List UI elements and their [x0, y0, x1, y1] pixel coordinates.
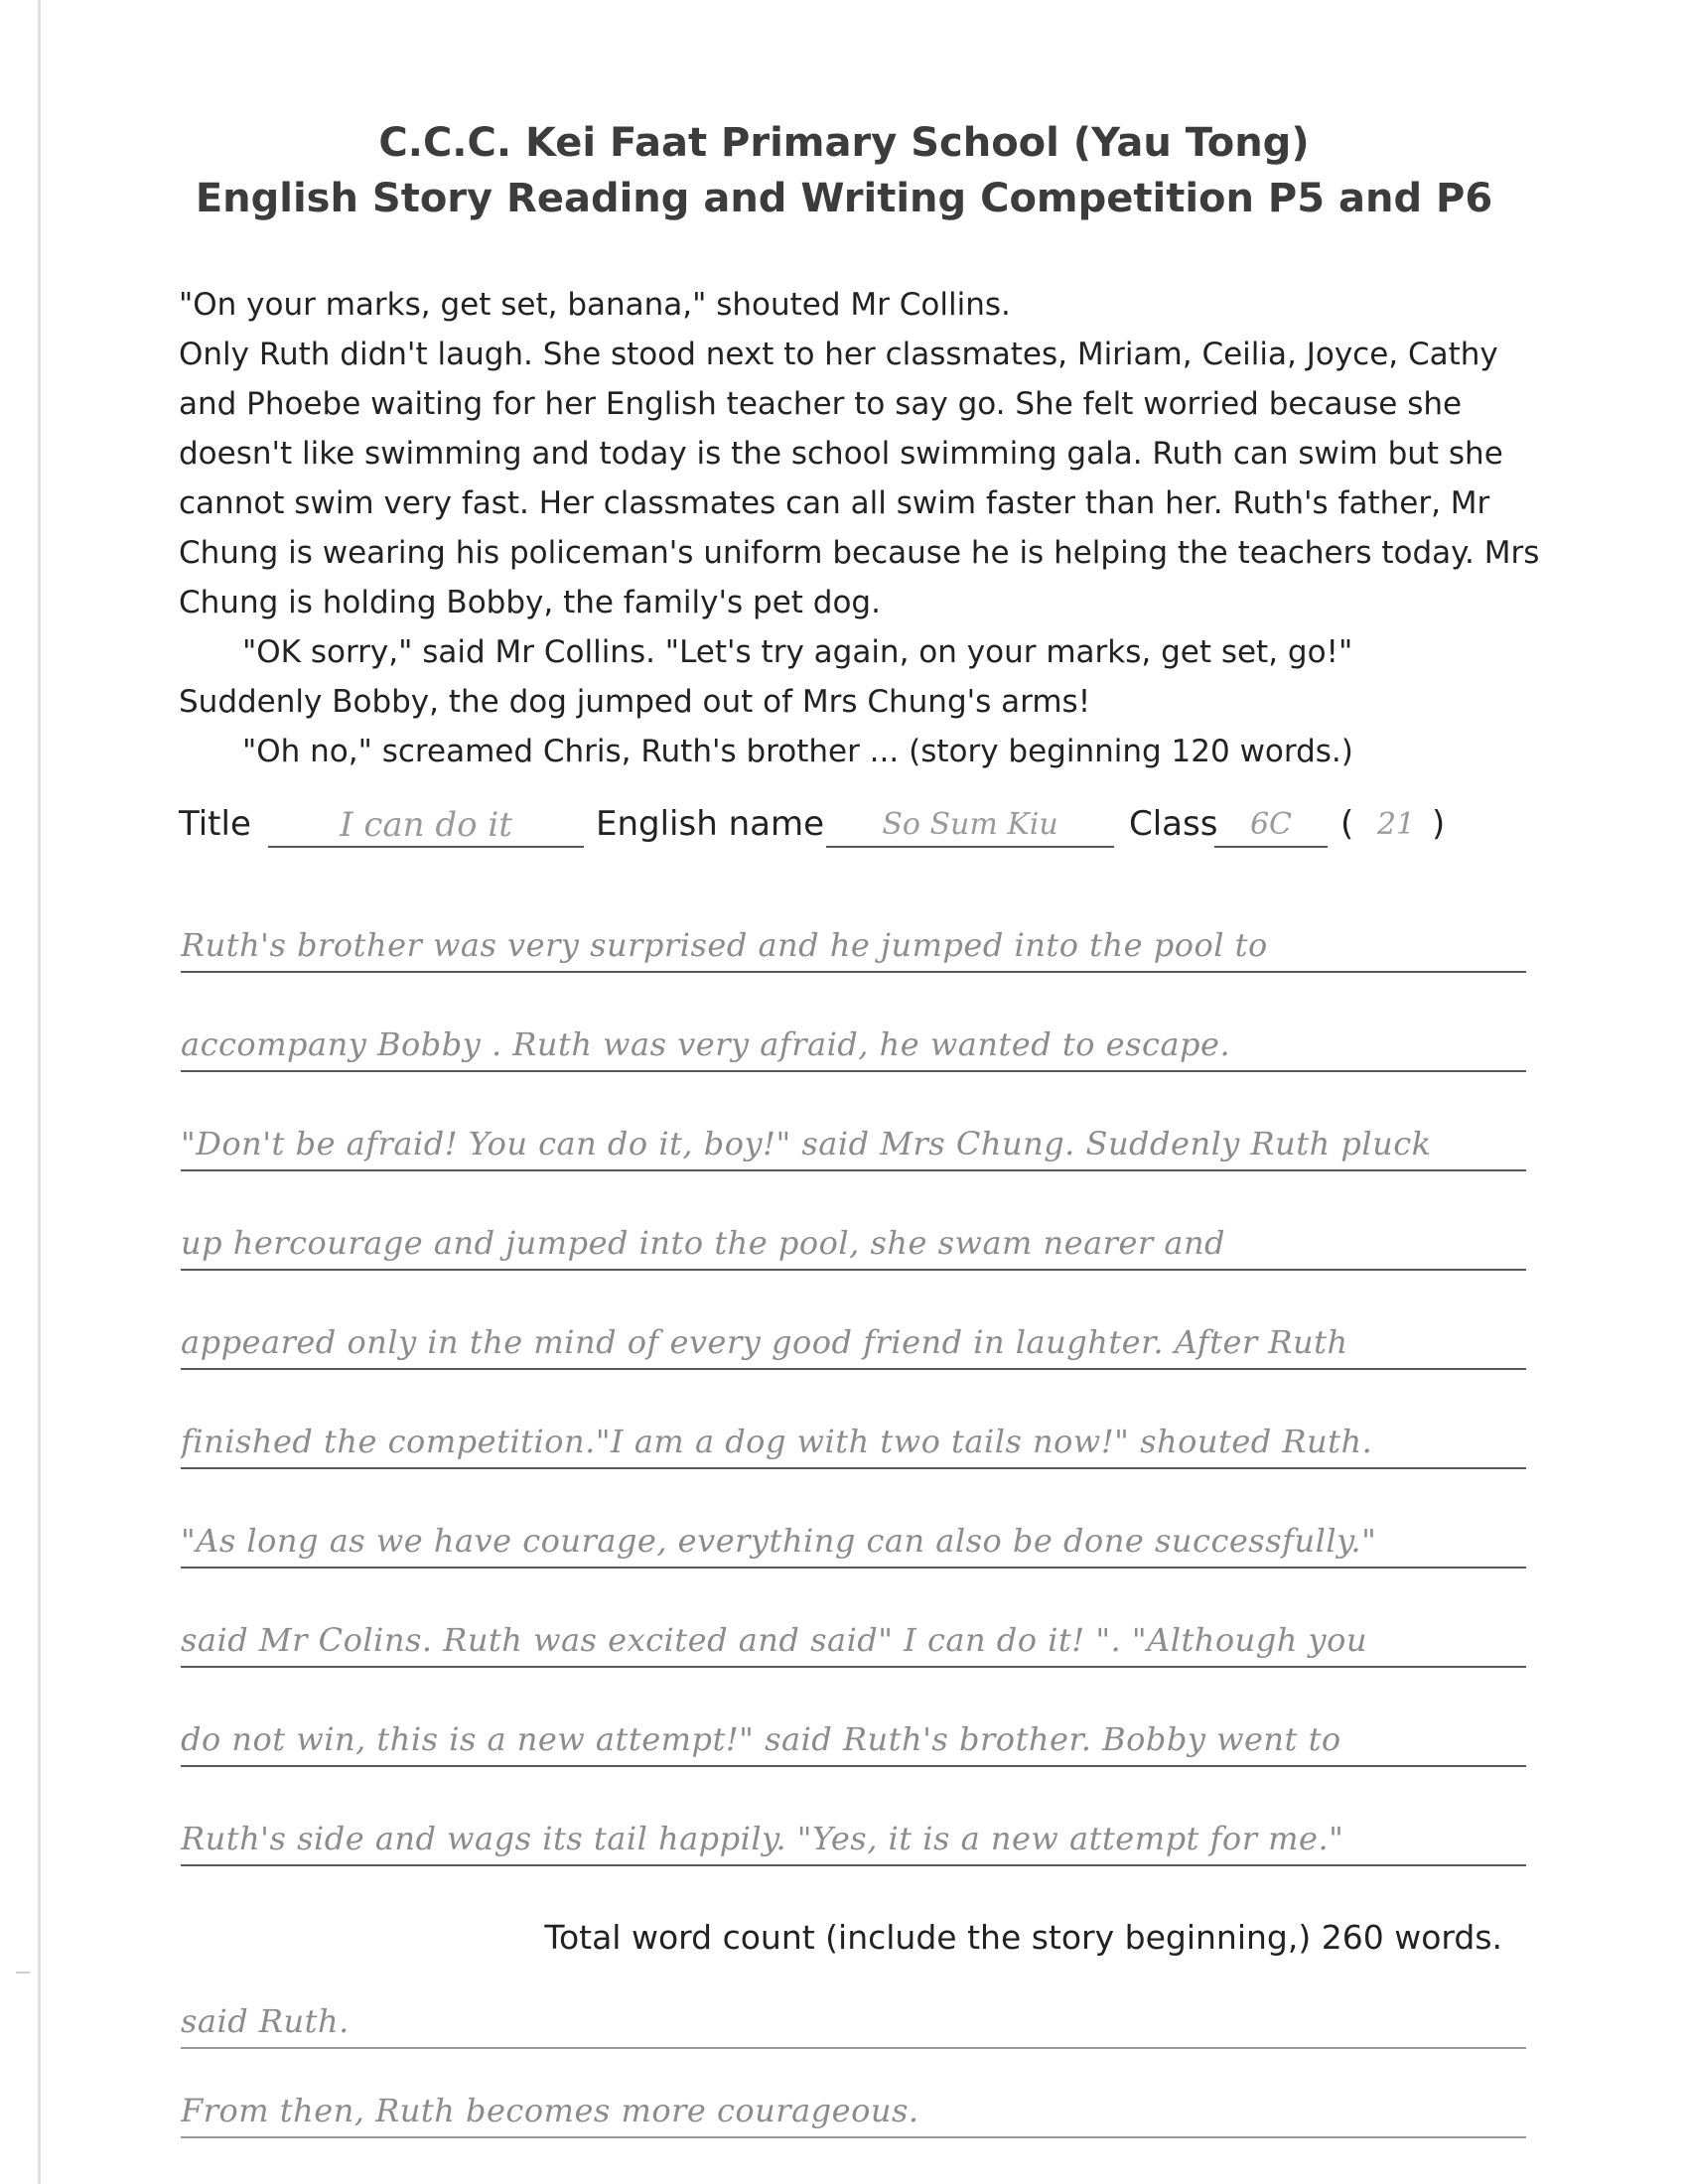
handwritten-line: "Don't be afraid! You can do it, boy!" said Mrs Chung. Suddenly Ruth pluck — [181, 1118, 1526, 1171]
class-number-open-paren: ( — [1340, 804, 1354, 844]
title-field[interactable]: I can do it — [268, 804, 584, 848]
word-count-note: Total word count (include the story beginning,) 260 words. — [544, 1918, 1502, 1957]
scan-margin-mark — [16, 1972, 30, 1974]
class-label: Class — [1129, 804, 1218, 844]
story-line: doesn't like swimming and today is the school swimming gala. Ruth can swim but she — [179, 436, 1503, 472]
handwritten-line: "As long as we have courage, everything can also be done successfully." — [181, 1515, 1526, 1569]
story-line: cannot swim very fast. Her classmates can all swim faster than her. Ruth's father, Mr — [179, 485, 1490, 521]
story-line: Only Ruth didn't laugh. She stood next to her classmates, Miriam, Ceilia, Joyce, Cathy — [179, 337, 1498, 372]
story-beginning — [179, 280, 1540, 776]
student-info-row — [179, 804, 1529, 856]
competition-title: English Story Reading and Writing Competition P5 and P6 — [195, 176, 1493, 221]
school-name: C.C.C. Kei Faat Primary School (Yau Tong) — [378, 120, 1310, 166]
handwritten-line: appeared only in the mind of every good friend in laughter. After Ruth — [181, 1316, 1526, 1370]
handwritten-line: do not win, this is a new attempt!" said Ruth's brother. Bobby went to — [181, 1713, 1526, 1767]
story-line: Chung is holding Bobby, the family's pet dog. — [179, 585, 881, 620]
scan-edge-shadow — [38, 0, 41, 2184]
title-label: Title — [179, 804, 251, 844]
handwritten-line: up hercourage and jumped into the pool, she swam nearer and — [181, 1217, 1526, 1271]
english-name-label: English name — [596, 804, 824, 844]
class-field[interactable]: 6C — [1214, 804, 1328, 848]
story-line: "OK sorry," said Mr Collins. "Let's try again, on your marks, get set, go!" — [242, 634, 1353, 670]
class-number-close-paren: ) — [1432, 804, 1446, 844]
english-name-field[interactable]: So Sum Kiu — [826, 804, 1114, 848]
class-number-field[interactable]: 21 — [1376, 807, 1416, 842]
handwritten-line: finished the competition."I am a dog with two tails now!" shouted Ruth. — [181, 1416, 1526, 1469]
handwritten-line: said Ruth. — [181, 1995, 1526, 2049]
handwritten-line: Ruth's brother was very surprised and he jumped into the pool to — [181, 919, 1526, 973]
story-line: and Phoebe waiting for her English teacher to say go. She felt worried because she — [179, 386, 1463, 422]
story-line: Suddenly Bobby, the dog jumped out of Mrs Chung's arms! — [179, 684, 1091, 720]
story-line: "On your marks, get set, banana," shouted Mr Collins. — [179, 287, 1011, 323]
handwritten-line: said Mr Colins. Ruth was excited and said" I can do it! ". "Although you — [181, 1614, 1526, 1668]
story-line: Chung is wearing his policeman's uniform because he is helping the teachers today. Mrs — [179, 535, 1540, 571]
handwritten-line: accompany Bobby . Ruth was very afraid, he wanted to escape. — [181, 1019, 1526, 1072]
page-header — [0, 115, 1688, 226]
handwritten-line: Ruth's side and wags its tail happily. "Yes, it is a new attempt for me." — [181, 1813, 1526, 1866]
story-line: "Oh no," screamed Chris, Ruth's brother ... (story beginning 120 words.) — [242, 734, 1353, 769]
handwritten-line: From then, Ruth becomes more courageous. — [181, 2085, 1526, 2138]
